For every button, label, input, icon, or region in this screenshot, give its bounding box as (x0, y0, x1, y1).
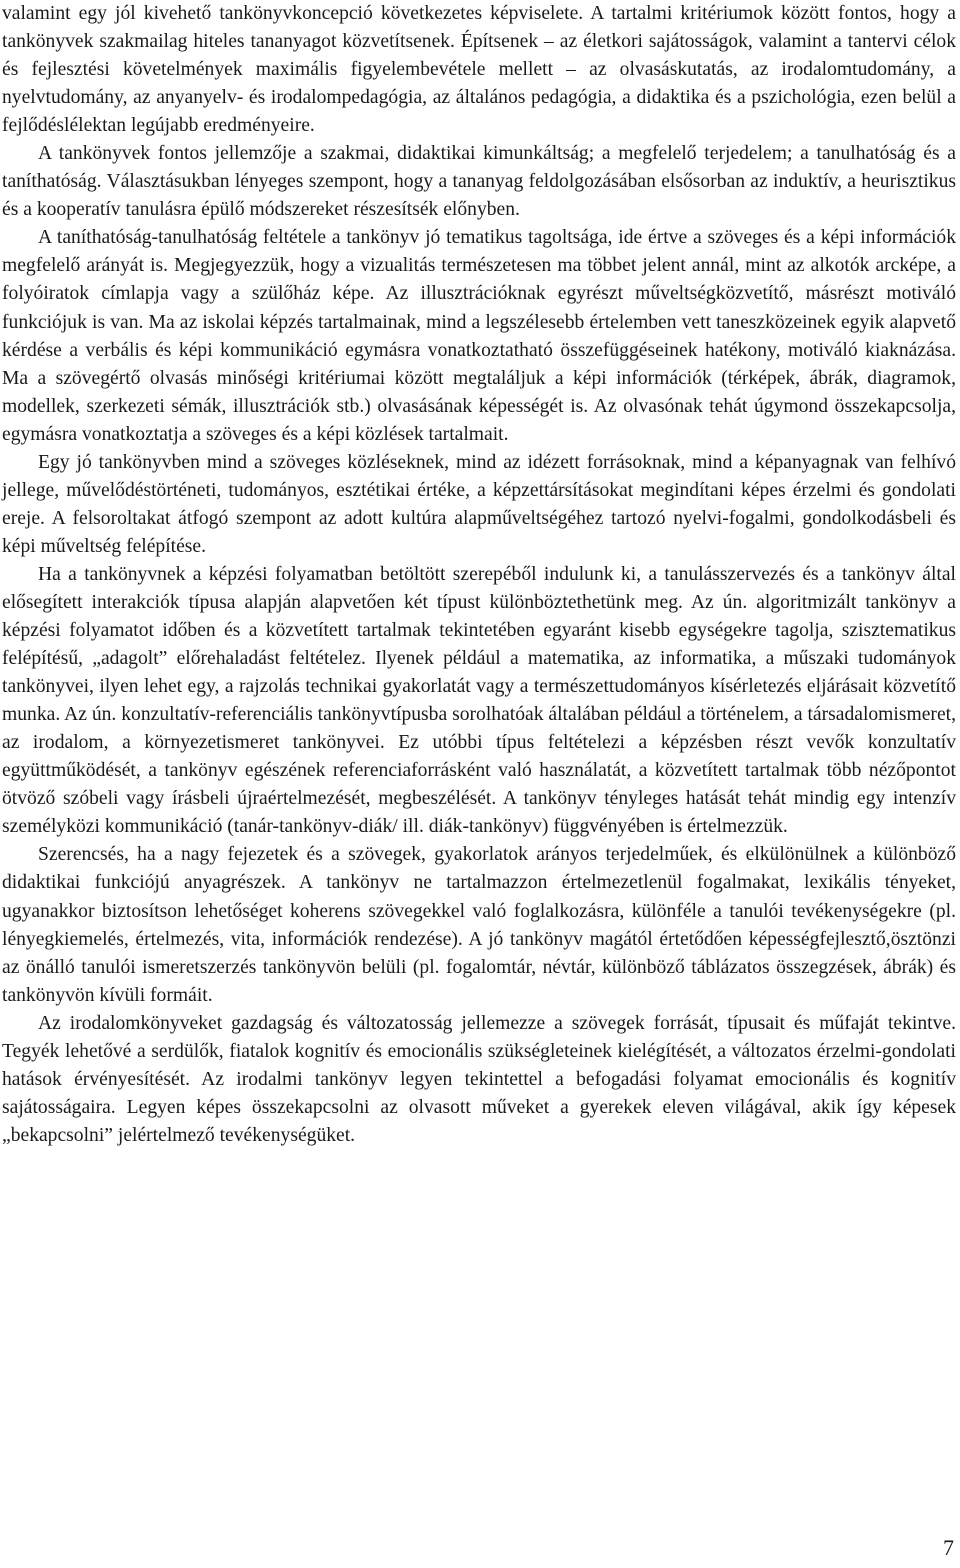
paragraph-1: valamint egy jól kivehető tankönyvkoncepció következetes képviselete. A tartalmi kritériumok között fontos, hogy a tankönyvek szakmailag hiteles tananyagot közvetítsenek. Építsenek – az életkori sajátosságok, valamint a tantervi célok és fejlesztési követelmények maximális figyelembevétele mellett – az olvasáskutatás, az irodalomtudomány, a nyelvtudomány, az anyanyelv- és irodalompedagógia, az általános pedagógia, a didaktika és a pszichológia, ezen belül a fejlődéslélektan legújabb eredményeire. (2, 3, 956, 137)
paragraph-7: Az irodalomkönyveket gazdagság és változatosság jellemezze a szövegek forrását, típusait és műfaját tekintve. Tegyék lehetővé a serdülők, fiatalok kognitív és emocionális szükségleteinek kielégítését, a változatos érzelmi-gondolati hatások érvényesítését. Az irodalmi tankönyv legyen tekintettel a befogadási folyamat emocionális és kognitív sajátosságaira. Legyen képes összekapcsolni az olvasott műveket a gyerekek eleven világával, akik így képesek „bekapcsolni” jelértelmező tevékenységüket. (2, 1012, 956, 1146)
paragraph-4: Egy jó tankönyvben mind a szöveges közléseknek, mind az idézett forrásoknak, mind a képanyagnak van felhívó jellege, művelődéstörténeti, tudományos, esztétikai értéke, a képzettársításokat megindítani képes érzelmi és gondolati ereje. A felsoroltakat átfogó szempont az adott kultúra alapműveltségéhez tartozó nyelvi-fogalmi, gondolkodásbeli és képi műveltség felépítése. (2, 451, 956, 557)
paragraph-2: A tankönyvek fontos jellemzője a szakmai, didaktikai kimunkáltság; a megfelelő terjedelem; a tanulhatóság és a taníthatóság. Választásukban lényeges szempont, hogy a tananyag feldolgozásában elsősorban az induktív, a heurisztikus és a kooperatív tanulásra épülő módszereket részesítsék előnyben. (2, 143, 956, 221)
page-number: 7 (943, 1535, 954, 1560)
paragraph-5: Ha a tankönyvnek a képzési folyamatban betöltött szerepéből indulunk ki, a tanulásszervezés és a tankönyv által elősegített interakciók típusa alapján alapvetően két típust különböztethetünk meg. Az ún. algoritmizált tankönyv a képzési folyamatot időben és a közvetített tartalmak tekintetében egyaránt kisebb egységekre tagolja, szisztematikus felépítésű, „adagolt” előrehaladást feltételez. Ilyenek például a matematika, az informatika, a műszaki tudományok tankönyvei, ilyen lehet egy, a rajzolás technikai gyakorlatát vagy a természettudományos kísérletezés eljárásait közvetítő munka. Az ún. konzultatív-referenciális tankönyvtípusba sorolhatóak általában például a történelem, a társadalomismeret, az irodalom, a környezetismeret tankönyvei. Ez utóbbi típus feltételezi a képzésben részt vevők konzultatív együttműködését, a tankönyv egészének referenciaforrásként való használatát, a közvetített tartalmak több nézőpontot ötvöző szóbeli vagy írásbeli újraértelmezését, megbeszélését. A tankönyv tényleges hatását tehát mindig egy intenzív személyközi kommunikáció (tanár-tankönyv-diák/ ill. diák-tankönyv) függvényében is értelmezzük. (2, 563, 956, 838)
paragraph-3: A taníthatóság-tanulhatóság feltétele a tankönyv jó tematikus tagoltsága, ide értve a szöveges és a képi információk megfelelő arányát is. Megjegyezzük, hogy a vizualitás természetesen ma többet jelent annál, mint az alkotók arcképe, a folyóiratok címlapja vagy a szülőház képe. Az illusztrációknak egyrészt műveltségközvetítő, másrészt motiváló funkciójuk is van. Ma az iskolai képzés tartalmainak, mind a legszélesebb értelemben vett taneszközeinek egyik alapvető kérdése a verbális és képi kommunikáció egymásra vonatkoztatható összefüggéseinek hatékony, motiváló kiaknázása. Ma a szövegértő olvasás minőségi kritériumai között megtaláljuk a képi információk (térképek, ábrák, diagramok, modellek, szerkezeti sémák, illusztrációk stb.) olvasásának képességét is. Az olvasónak tehát úgymond összekapcsolja, egymásra vonatkoztatja a szöveges és a képi közlések tartalmait. (2, 227, 956, 445)
body-text (2, 0, 956, 1150)
paragraph-6: Szerencsés, ha a nagy fejezetek és a szövegek, gyakorlatok arányos terjedelműek, és elkülönülnek a különböző didaktikai funkciójú anyagrészek. A tankönyv ne tartalmazzon értelmezetlenül fogalmakat, lexikális tényeket, ugyanakkor biztosítson lehetőséget koherens szövegekkel való foglalkozásra, különféle a tanulói tevékenységekre (pl. lényegkiemelés, értelmezés, vita, információk rendezése). A jó tankönyv magától értetődően képességfejlesztő,ösztönzi az önálló tanulói ismeretszerzés tankönyvön belüli (pl. fogalomtár, névtár, különböző táblázatos összegzések, ábrák) és tankönyvön kívüli formáit. (2, 844, 956, 1006)
